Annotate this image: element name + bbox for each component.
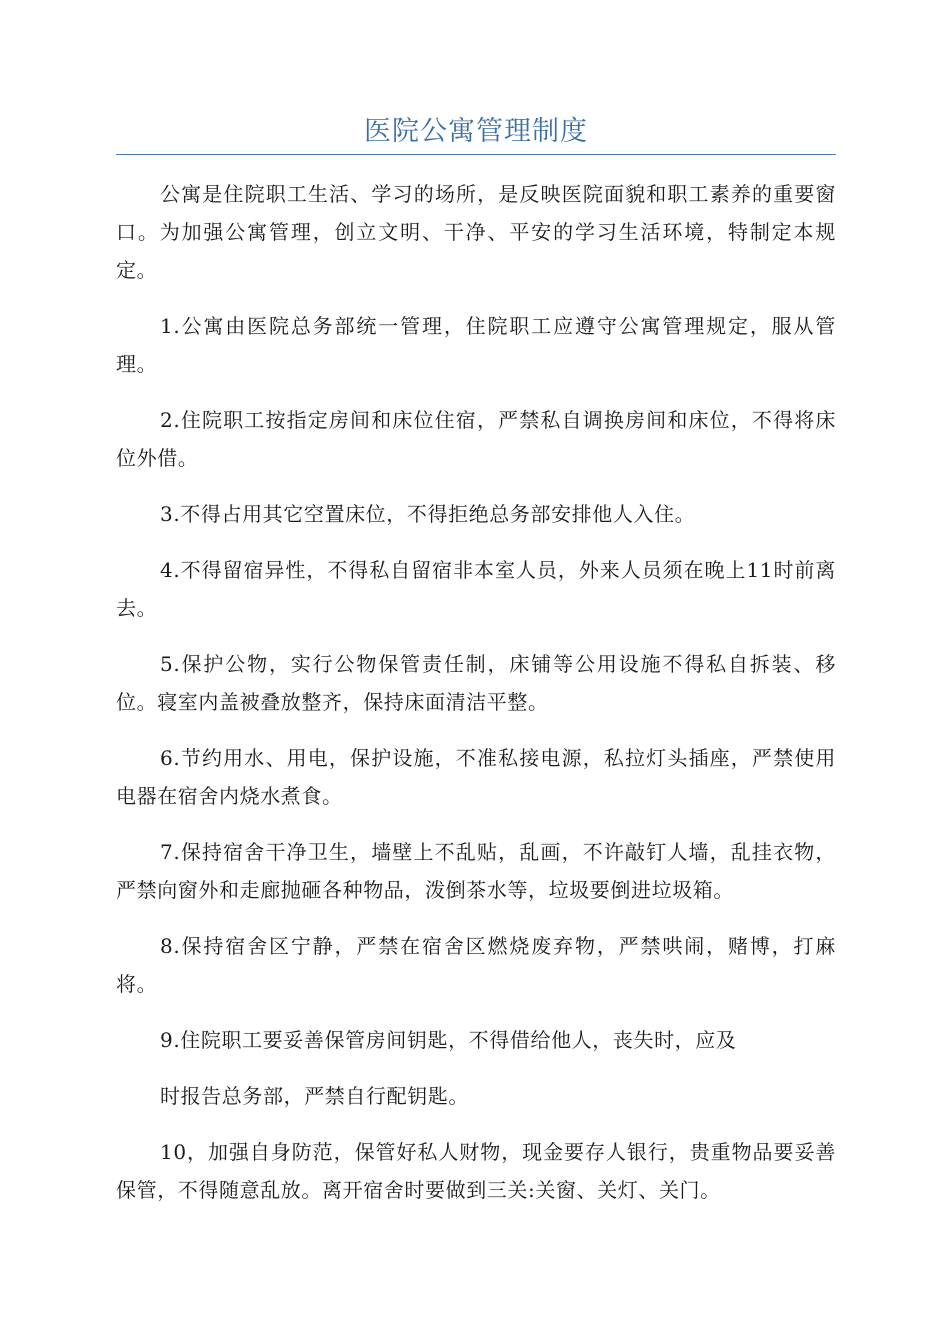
rule-7-paragraph: 7.保持宿舍干净卫生，墙壁上不乱贴，乱画，不许敲钉人墙，乱挂衣物，严禁向窗外和走廊抛砸各种物品，泼倒茶水等，垃圾要倒进垃圾箱。 [116, 840, 836, 902]
rule-1-paragraph: 1.公寓由医院总务部统一管理，住院职工应遵守公寓管理规定，服从管理。 [116, 314, 836, 376]
rule-4-paragraph: 4.不得留宿异性，不得私自留宿非本室人员，外来人员须在晚上11时前离去。 [116, 558, 836, 620]
rule-6-paragraph: 6.节约用水、用电，保护设施，不准私接电源，私拉灯头插座，严禁使用电器在宿舍内烧水煮食。 [116, 746, 836, 808]
title-underline [116, 154, 836, 155]
document-title: 医院公寓管理制度 [364, 116, 588, 147]
rule-10-paragraph: 10，加强自身防范，保管好私人财物，现金要存人银行，贵重物品要妥善保管，不得随意乱放。离开宿舍时要做到三关:关窗、关灯、关门。 [116, 1140, 836, 1202]
rule-3-paragraph: 3.不得占用其它空置床位，不得拒绝总务部安排他人入住。 [160, 502, 696, 526]
rule-9-continuation: 时报告总务部，严禁自行配钥匙。 [160, 1084, 469, 1108]
intro-paragraph: 公寓是住院职工生活、学习的场所，是反映医院面貌和职工素养的重要窗口。为加强公寓管理，创立文明、干净、平安的学习生活环境，特制定本规定。 [116, 182, 836, 282]
rule-9-paragraph: 9.住院职工要妥善保管房间钥匙，不得借给他人，丧失时，应及 [160, 1028, 737, 1052]
document-body [116, 175, 836, 1227]
rule-5-paragraph: 5.保护公物，实行公物保管责任制，床铺等公用设施不得私自拆装、移位。寝室内盖被叠放整齐，保持床面清洁平整。 [116, 652, 836, 714]
document-page [116, 0, 836, 1344]
rule-8-paragraph: 8.保持宿舍区宁静，严禁在宿舍区燃烧废弃物，严禁哄闹，赌博，打麻将。 [116, 934, 836, 996]
rule-2-paragraph: 2.住院职工按指定房间和床位住宿，严禁私自调换房间和床位，不得将床位外借。 [116, 408, 836, 470]
